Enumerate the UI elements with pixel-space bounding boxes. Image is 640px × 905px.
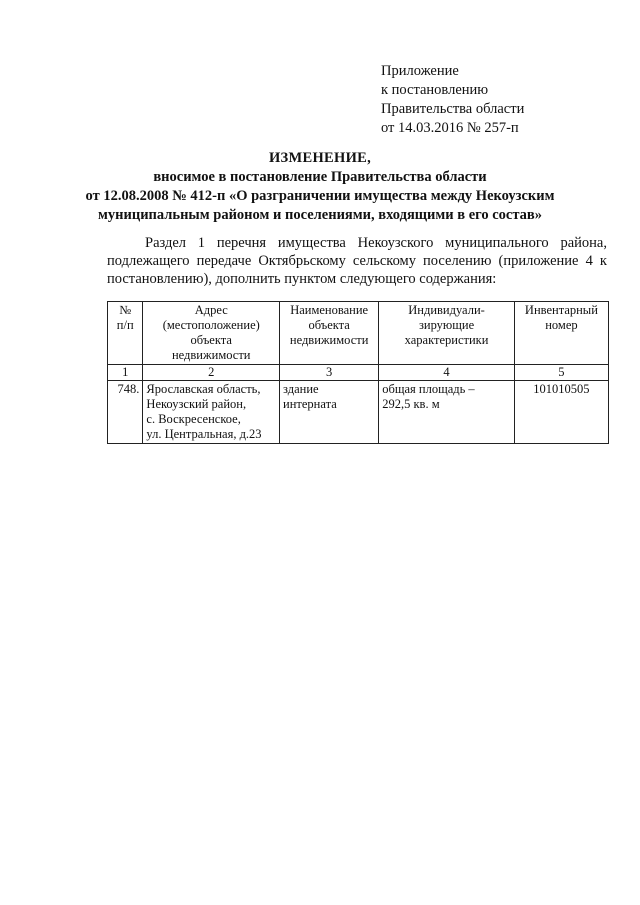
row-address: Ярославская область, Некоузский район, с. Воскресенское, ул. Центральная, д.23 xyxy=(143,381,280,444)
appendix-line: к постановлению xyxy=(381,82,489,98)
word: Некоузского xyxy=(357,235,434,251)
title-line: от 12.08.2008 № 412-п «О разграничении имущества между Некоузским xyxy=(85,188,555,204)
column-number-row xyxy=(108,365,609,381)
title-line: муниципальным районом и поселениями, входящими в его состав» xyxy=(98,207,542,223)
column-number: 3 xyxy=(280,365,379,381)
paragraph-line-3: постановлению), дополнить пунктом следующего содержания: xyxy=(107,271,497,287)
title-main: ИЗМЕНЕНИЕ, xyxy=(268,150,372,166)
title-line: вносимое в постановление Правительства области xyxy=(153,169,487,185)
word: поселению xyxy=(423,253,492,269)
appendix-block xyxy=(381,62,524,138)
word: Раздел xyxy=(145,235,187,251)
header-cell-number: № п/п xyxy=(108,302,143,365)
column-number: 1 xyxy=(108,365,143,381)
row-name: здание интерната xyxy=(280,381,379,444)
row-number: 748. xyxy=(108,381,143,444)
column-number: 2 xyxy=(143,365,280,381)
table-row xyxy=(108,381,609,444)
table-header-row xyxy=(108,302,609,365)
word: Октябрьскому xyxy=(258,253,346,269)
document-title xyxy=(0,149,640,225)
word: (приложение xyxy=(498,253,579,269)
column-number: 4 xyxy=(379,365,515,381)
word: имущества xyxy=(277,235,346,251)
property-table xyxy=(107,301,609,444)
word: к xyxy=(599,253,607,269)
column-number: 5 xyxy=(514,365,608,381)
word: 1 xyxy=(197,235,206,251)
word: муниципального xyxy=(445,235,549,251)
word: перечня xyxy=(216,235,267,251)
appendix-line: Правительства области xyxy=(381,101,525,117)
paragraph-line-1 xyxy=(107,234,607,252)
header-cell-name: Наименование объекта недвижимости xyxy=(280,302,379,365)
appendix-line: Приложение xyxy=(381,63,459,79)
paragraph-line-2 xyxy=(107,252,607,270)
row-characteristics: общая площадь – 292,5 кв. м xyxy=(379,381,515,444)
row-inventory: 101010505 xyxy=(514,381,608,444)
header-cell-characteristics: Индивидуали- зирующие характеристики xyxy=(379,302,515,365)
word: 4 xyxy=(585,253,593,269)
word: района, xyxy=(560,235,607,251)
word: передаче xyxy=(196,253,252,269)
body-paragraph xyxy=(107,234,607,288)
word: подлежащего xyxy=(107,253,190,269)
appendix-line: от 14.03.2016 № 257-п xyxy=(381,120,519,136)
header-cell-inventory: Инвентарный номер xyxy=(514,302,608,365)
header-cell-address: Адрес (местоположение) объекта недвижимости xyxy=(143,302,280,365)
word: сельскому xyxy=(352,253,416,269)
